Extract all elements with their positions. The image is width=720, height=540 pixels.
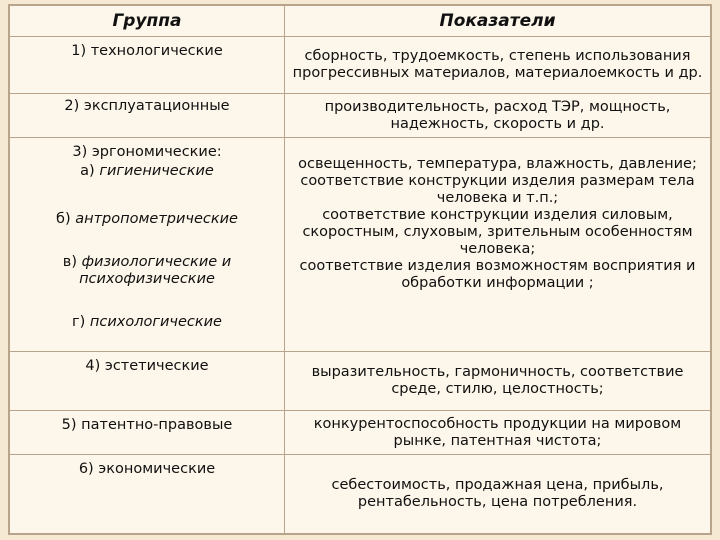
ergo-indicator-d: соответствие изделия возможностям восприятия и обработки информации ; [299,258,696,291]
indicators-cell: сборность, трудоемкость, степень использования прогрессивных материалов, материалоемкость и др. [285,37,711,94]
ergo-item-b: б) антропометрические [56,211,238,227]
table-header-row [10,6,711,37]
group-cell: 2) эксплуатационные [10,94,285,138]
ergo-item-c: в) физиологические и психофизические [62,254,232,287]
indicators-cell-ergonomic [285,138,711,352]
indicators-cell: производительность, расход ТЭР, мощность, надежность, скорость и др. [285,94,711,138]
ergo-indicator-b: соответствие конструкции изделия размерам тела человека и т.п.; [300,173,695,206]
indicators-table [9,5,711,534]
ergo-item-a: а) гигиенические [80,163,214,179]
table-row [10,37,711,94]
indicators-cell: выразительность, гармоничность, соответствие среде, стилю, целостность; [285,352,711,411]
header-indicators: Показатели [285,6,711,37]
header-group: Группа [10,6,285,37]
indicators-cell: себестоимость, продажная цена, прибыль, рентабельность, цена потребления. [285,455,711,534]
table-row [10,455,711,534]
indicators-table-frame [8,4,712,535]
ergo-indicator-c: соответствие конструкции изделия силовым, скоростным, слуховым, зрительным особенностям человека; [302,207,693,257]
table-row-ergonomic [10,138,711,352]
indicators-cell: конкурентоспособность продукции на мировом рынке, патентная чистота; [285,411,711,455]
group-cell: 4) эстетические [10,352,285,411]
ergo-item-d: г) психологические [72,314,222,330]
ergo-indicator-a: освещенность, температура, влажность, давление; [298,156,697,172]
group-cell: 1) технологические [10,37,285,94]
table-row [10,352,711,411]
table-row [10,94,711,138]
group-cell-ergonomic [10,138,285,352]
ergo-title: 3) эргономические: [72,144,222,160]
group-cell: 6) экономические [10,455,285,534]
group-cell: 5) патентно-правовые [10,411,285,455]
table-row [10,411,711,455]
